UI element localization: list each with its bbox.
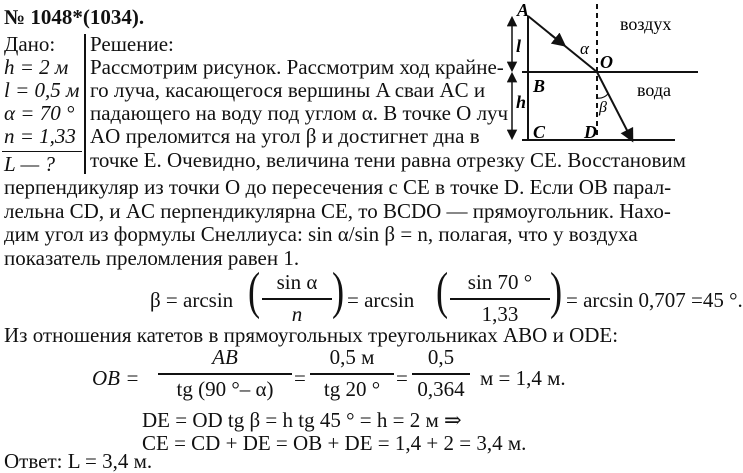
point-a-label: A xyxy=(517,0,530,20)
formula-ob-f2-num: 0,5 м xyxy=(329,345,375,369)
formula-ob-f3-num: 0,5 xyxy=(427,345,455,369)
paren-close-1: ) xyxy=(332,263,345,320)
formula-ob-rhs: м = 1,4 м. xyxy=(480,366,566,390)
point-c-label: C xyxy=(533,122,546,142)
point-d-label: D xyxy=(584,122,597,142)
formula-ob-f2-bar xyxy=(310,373,394,375)
given-find: L — ? xyxy=(4,152,55,176)
given-h: h = 2 м xyxy=(4,55,69,79)
paren-open-2: ( xyxy=(436,263,449,320)
given-alpha: α = 70 ° xyxy=(4,101,75,125)
water-label: вода xyxy=(637,80,672,100)
refraction-diagram xyxy=(500,0,700,150)
answer: Ответ: L = 3,4 м. xyxy=(4,449,153,473)
formula-beta-f2-den: 1,33 xyxy=(481,302,519,326)
formula-beta-lhs: β = arcsin xyxy=(150,288,234,312)
formula-ob-eq1: = xyxy=(294,366,306,390)
formula-de: DE = OD tg β = h tg 45 ° = h = 2 м ⇒ xyxy=(142,408,462,432)
given-n: n = 1,33 xyxy=(4,124,76,148)
beta-arc xyxy=(597,94,608,98)
formula-beta-f1-num: sin α xyxy=(276,270,318,294)
formula-beta-f1-den: n xyxy=(291,302,303,326)
alpha-label: α xyxy=(580,39,589,58)
solution-title: Решение: xyxy=(90,32,174,56)
formula-ce: CE = CD + DE = OB + DE = 1,4 + 2 = 3,4 м. xyxy=(142,431,527,455)
solution-line-4: AO преломится на угол β и достигнет дна в xyxy=(90,124,480,148)
paren-open-1: ( xyxy=(248,263,261,320)
formula-beta-f2-num: sin 70 ° xyxy=(467,270,533,294)
given-l: l = 0,5 м xyxy=(4,78,80,102)
formula-ob-f3-den: 0,364 xyxy=(417,377,465,401)
ratio-text: Из отношения катетов в прямоугольных треугольниках ABO и ODE: xyxy=(4,323,619,347)
beta-label: β xyxy=(599,99,607,116)
solution-line-8: дим угол из формулы Снеллиуса: sin α/sin β = n, полагая, что у воздуха xyxy=(4,222,638,246)
solution-line-1: Рассмотрим рисунок. Рассмотрим ход крайне- xyxy=(90,55,504,79)
formula-beta-rhs: = arcsin 0,707 =45 °. xyxy=(566,288,743,312)
formula-beta-f2-bar xyxy=(450,298,550,300)
h-label: h xyxy=(516,92,527,112)
problem-number: № 1048*(1034). xyxy=(4,5,145,29)
given-divider xyxy=(84,34,86,174)
air-label: воздух xyxy=(620,14,672,34)
solution-line-6: перпендикуляр из точки O до пересечения с CE в точке D. Если OB парал- xyxy=(4,175,672,199)
solution-line-2: го луча, касающегося вершины A сваи AC и xyxy=(90,78,486,102)
incident-ray-arrow xyxy=(550,34,564,45)
point-b-label: B xyxy=(533,76,546,96)
solution-line-9: показатель преломления равен 1. xyxy=(4,246,300,270)
point-o-label: O xyxy=(600,52,613,72)
paren-close-2: ) xyxy=(550,263,563,320)
formula-ob-f1-bar xyxy=(158,373,292,375)
formula-ob-f2-den: tg 20 ° xyxy=(323,377,381,401)
given-title: Дано: xyxy=(4,32,56,56)
formula-ob-f3-bar xyxy=(412,373,470,375)
solution-line-5: точке E. Очевидно, величина тени равна отрезку CE. Восстановим xyxy=(90,148,686,172)
formula-beta-eq1: = arcsin xyxy=(347,288,415,312)
formula-ob-f1-den: tg (90 °– α) xyxy=(176,377,274,401)
formula-ob-f1-num: AB xyxy=(212,345,238,369)
solution-line-3: падающего на воду под углом α. В точке O луч xyxy=(90,101,509,125)
formula-ob-lhs: OB = xyxy=(92,366,140,390)
formula-beta-f1-bar xyxy=(262,298,332,300)
solution-line-7: лельна CD, и AC перпендикулярна CE, то BCDO — прямоугольник. Нахо- xyxy=(4,199,671,223)
formula-ob-eq2: = xyxy=(396,366,408,390)
l-label: l xyxy=(516,36,522,56)
